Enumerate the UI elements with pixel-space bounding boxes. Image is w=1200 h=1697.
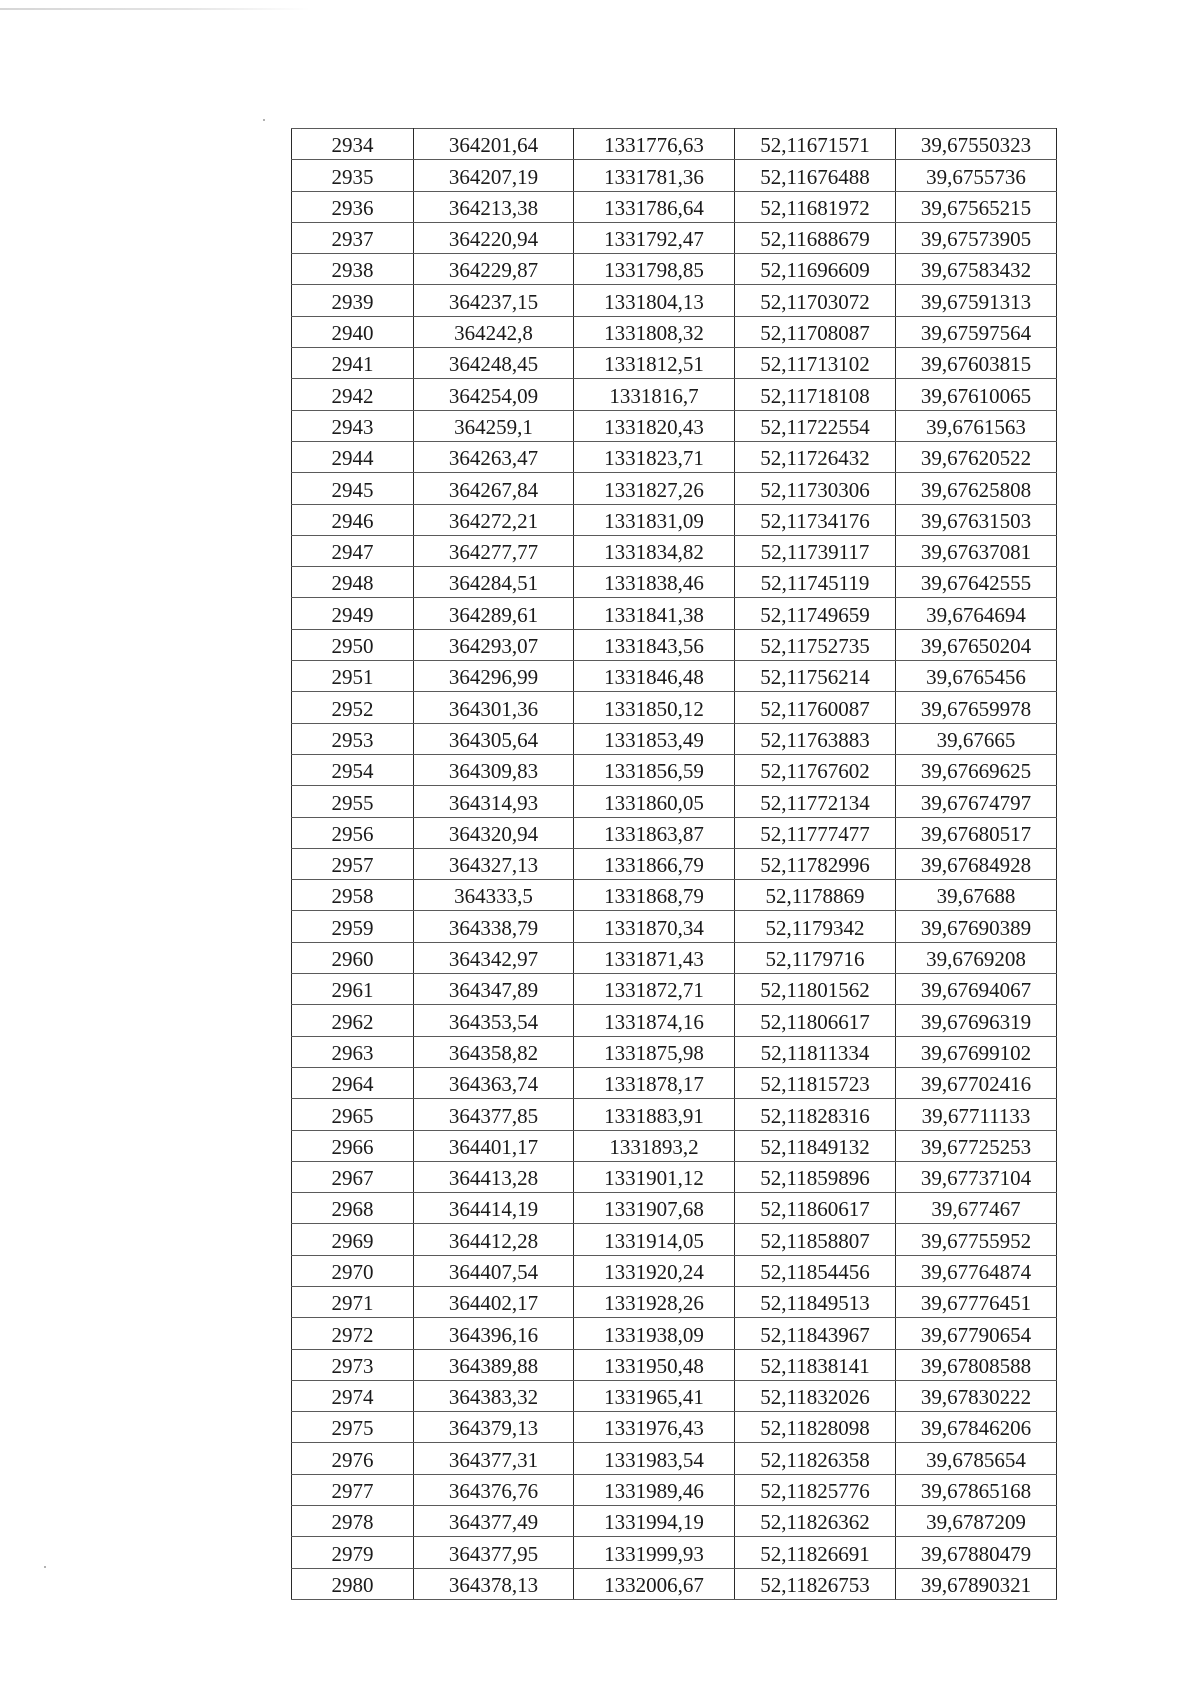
latitude-cell: 52,11713102	[735, 348, 896, 379]
y-coordinate-cell: 1331823,71	[574, 441, 735, 472]
table-row	[292, 160, 1057, 191]
latitude-cell: 52,11726432	[735, 441, 896, 472]
latitude-cell: 52,1179342	[735, 911, 896, 942]
y-coordinate-cell: 1331808,32	[574, 316, 735, 347]
point-number-cell: 2946	[292, 504, 414, 535]
point-number-cell: 2980	[292, 1568, 414, 1599]
y-coordinate-cell: 1331838,46	[574, 567, 735, 598]
y-coordinate-cell: 1331853,49	[574, 723, 735, 754]
longitude-cell: 39,67696319	[896, 1005, 1057, 1036]
x-coordinate-cell: 364358,82	[414, 1036, 574, 1067]
table-row	[292, 1380, 1057, 1411]
y-coordinate-cell: 1331866,79	[574, 848, 735, 879]
x-coordinate-cell: 364376,76	[414, 1474, 574, 1505]
table-row	[292, 285, 1057, 316]
latitude-cell: 52,11777477	[735, 817, 896, 848]
coordinates-table	[291, 128, 1057, 1600]
y-coordinate-cell: 1331843,56	[574, 629, 735, 660]
longitude-cell: 39,67725253	[896, 1130, 1057, 1161]
longitude-cell: 39,67665	[896, 723, 1057, 754]
x-coordinate-cell: 364401,17	[414, 1130, 574, 1161]
latitude-cell: 52,11826362	[735, 1506, 896, 1537]
x-coordinate-cell: 364347,89	[414, 974, 574, 1005]
point-number-cell: 2959	[292, 911, 414, 942]
x-coordinate-cell: 364248,45	[414, 348, 574, 379]
y-coordinate-cell: 1331850,12	[574, 692, 735, 723]
point-number-cell: 2934	[292, 129, 414, 160]
latitude-cell: 52,11859896	[735, 1161, 896, 1192]
y-coordinate-cell: 1331841,38	[574, 598, 735, 629]
latitude-cell: 52,11826753	[735, 1568, 896, 1599]
table-row	[292, 723, 1057, 754]
longitude-cell: 39,67890321	[896, 1568, 1057, 1599]
point-number-cell: 2944	[292, 441, 414, 472]
longitude-cell: 39,6785654	[896, 1443, 1057, 1474]
y-coordinate-cell: 1331920,24	[574, 1255, 735, 1286]
table-row	[292, 1506, 1057, 1537]
table-row	[292, 1349, 1057, 1380]
table-row	[292, 129, 1057, 160]
x-coordinate-cell: 364377,31	[414, 1443, 574, 1474]
point-number-cell: 2937	[292, 222, 414, 253]
longitude-cell: 39,6787209	[896, 1506, 1057, 1537]
y-coordinate-cell: 1331820,43	[574, 410, 735, 441]
y-coordinate-cell: 1331875,98	[574, 1036, 735, 1067]
table-row	[292, 1255, 1057, 1286]
y-coordinate-cell: 1331989,46	[574, 1474, 735, 1505]
x-coordinate-cell: 364267,84	[414, 473, 574, 504]
longitude-cell: 39,67790654	[896, 1318, 1057, 1349]
latitude-cell: 52,11849132	[735, 1130, 896, 1161]
table-row	[292, 1161, 1057, 1192]
point-number-cell: 2960	[292, 942, 414, 973]
latitude-cell: 52,11708087	[735, 316, 896, 347]
latitude-cell: 52,11749659	[735, 598, 896, 629]
x-coordinate-cell: 364383,32	[414, 1380, 574, 1411]
y-coordinate-cell: 1331907,68	[574, 1193, 735, 1224]
longitude-cell: 39,67573905	[896, 222, 1057, 253]
point-number-cell: 2972	[292, 1318, 414, 1349]
latitude-cell: 52,11760087	[735, 692, 896, 723]
x-coordinate-cell: 364363,74	[414, 1067, 574, 1098]
latitude-cell: 52,11703072	[735, 285, 896, 316]
table-row	[292, 1443, 1057, 1474]
x-coordinate-cell: 364396,16	[414, 1318, 574, 1349]
point-number-cell: 2966	[292, 1130, 414, 1161]
longitude-cell: 39,67684928	[896, 848, 1057, 879]
longitude-cell: 39,67650204	[896, 629, 1057, 660]
y-coordinate-cell: 1331950,48	[574, 1349, 735, 1380]
table-row	[292, 1193, 1057, 1224]
latitude-cell: 52,11756214	[735, 661, 896, 692]
x-coordinate-cell: 364220,94	[414, 222, 574, 253]
point-number-cell: 2973	[292, 1349, 414, 1380]
longitude-cell: 39,67880479	[896, 1537, 1057, 1568]
table-row	[292, 504, 1057, 535]
longitude-cell: 39,67702416	[896, 1067, 1057, 1098]
longitude-cell: 39,67565215	[896, 191, 1057, 222]
longitude-cell: 39,6755736	[896, 160, 1057, 191]
latitude-cell: 52,11815723	[735, 1067, 896, 1098]
table-row	[292, 1286, 1057, 1317]
latitude-cell: 52,1179716	[735, 942, 896, 973]
longitude-cell: 39,67642555	[896, 567, 1057, 598]
longitude-cell: 39,67550323	[896, 129, 1057, 160]
y-coordinate-cell: 1331994,19	[574, 1506, 735, 1537]
x-coordinate-cell: 364377,95	[414, 1537, 574, 1568]
latitude-cell: 52,11772134	[735, 786, 896, 817]
table-row	[292, 1036, 1057, 1067]
y-coordinate-cell: 1331860,05	[574, 786, 735, 817]
table-row	[292, 1130, 1057, 1161]
table-row	[292, 473, 1057, 504]
point-number-cell: 2945	[292, 473, 414, 504]
table-row	[292, 316, 1057, 347]
point-number-cell: 2949	[292, 598, 414, 629]
point-number-cell: 2952	[292, 692, 414, 723]
latitude-cell: 52,11854456	[735, 1255, 896, 1286]
point-number-cell: 2943	[292, 410, 414, 441]
latitude-cell: 52,11860617	[735, 1193, 896, 1224]
coordinates-table-body	[292, 129, 1057, 1600]
x-coordinate-cell: 364305,64	[414, 723, 574, 754]
latitude-cell: 52,11696609	[735, 254, 896, 285]
latitude-cell: 52,11838141	[735, 1349, 896, 1380]
point-number-cell: 2940	[292, 316, 414, 347]
x-coordinate-cell: 364296,99	[414, 661, 574, 692]
longitude-cell: 39,67846206	[896, 1412, 1057, 1443]
longitude-cell: 39,67688	[896, 880, 1057, 911]
x-coordinate-cell: 364333,5	[414, 880, 574, 911]
latitude-cell: 52,11811334	[735, 1036, 896, 1067]
y-coordinate-cell: 1331983,54	[574, 1443, 735, 1474]
latitude-cell: 52,11688679	[735, 222, 896, 253]
x-coordinate-cell: 364342,97	[414, 942, 574, 973]
y-coordinate-cell: 1331827,26	[574, 473, 735, 504]
point-number-cell: 2964	[292, 1067, 414, 1098]
table-row	[292, 1067, 1057, 1098]
table-row	[292, 379, 1057, 410]
x-coordinate-cell: 364301,36	[414, 692, 574, 723]
table-row	[292, 1537, 1057, 1568]
point-number-cell: 2979	[292, 1537, 414, 1568]
latitude-cell: 52,11832026	[735, 1380, 896, 1411]
latitude-cell: 52,11828098	[735, 1412, 896, 1443]
y-coordinate-cell: 1331812,51	[574, 348, 735, 379]
latitude-cell: 52,11718108	[735, 379, 896, 410]
longitude-cell: 39,67631503	[896, 504, 1057, 535]
latitude-cell: 52,11745119	[735, 567, 896, 598]
point-number-cell: 2941	[292, 348, 414, 379]
point-number-cell: 2953	[292, 723, 414, 754]
point-number-cell: 2957	[292, 848, 414, 879]
x-coordinate-cell: 364353,54	[414, 1005, 574, 1036]
x-coordinate-cell: 364402,17	[414, 1286, 574, 1317]
y-coordinate-cell: 1331804,13	[574, 285, 735, 316]
table-row	[292, 1005, 1057, 1036]
y-coordinate-cell: 1331776,63	[574, 129, 735, 160]
x-coordinate-cell: 364293,07	[414, 629, 574, 660]
latitude-cell: 52,11730306	[735, 473, 896, 504]
longitude-cell: 39,67830222	[896, 1380, 1057, 1411]
longitude-cell: 39,67755952	[896, 1224, 1057, 1255]
x-coordinate-cell: 364284,51	[414, 567, 574, 598]
longitude-cell: 39,6765456	[896, 661, 1057, 692]
table-row	[292, 1224, 1057, 1255]
x-coordinate-cell: 364254,09	[414, 379, 574, 410]
longitude-cell: 39,67674797	[896, 786, 1057, 817]
point-number-cell: 2965	[292, 1099, 414, 1130]
point-number-cell: 2954	[292, 754, 414, 785]
latitude-cell: 52,11843967	[735, 1318, 896, 1349]
table-row	[292, 754, 1057, 785]
table-row	[292, 629, 1057, 660]
y-coordinate-cell: 1331883,91	[574, 1099, 735, 1130]
latitude-cell: 52,11826691	[735, 1537, 896, 1568]
y-coordinate-cell: 1331999,93	[574, 1537, 735, 1568]
y-coordinate-cell: 1331798,85	[574, 254, 735, 285]
table-row	[292, 191, 1057, 222]
longitude-cell: 39,6769208	[896, 942, 1057, 973]
x-coordinate-cell: 364237,15	[414, 285, 574, 316]
y-coordinate-cell: 1331901,12	[574, 1161, 735, 1192]
longitude-cell: 39,67625808	[896, 473, 1057, 504]
longitude-cell: 39,677467	[896, 1193, 1057, 1224]
table-row	[292, 880, 1057, 911]
table-row	[292, 911, 1057, 942]
y-coordinate-cell: 1331914,05	[574, 1224, 735, 1255]
y-coordinate-cell: 1331834,82	[574, 535, 735, 566]
longitude-cell: 39,67669625	[896, 754, 1057, 785]
longitude-cell: 39,67764874	[896, 1255, 1057, 1286]
table-row	[292, 1412, 1057, 1443]
point-number-cell: 2955	[292, 786, 414, 817]
latitude-cell: 52,11767602	[735, 754, 896, 785]
x-coordinate-cell: 364379,13	[414, 1412, 574, 1443]
point-number-cell: 2948	[292, 567, 414, 598]
point-number-cell: 2961	[292, 974, 414, 1005]
x-coordinate-cell: 364412,28	[414, 1224, 574, 1255]
table-row	[292, 661, 1057, 692]
longitude-cell: 39,67620522	[896, 441, 1057, 472]
y-coordinate-cell: 1331976,43	[574, 1412, 735, 1443]
point-number-cell: 2936	[292, 191, 414, 222]
x-coordinate-cell: 364259,1	[414, 410, 574, 441]
latitude-cell: 52,11826358	[735, 1443, 896, 1474]
latitude-cell: 52,11676488	[735, 160, 896, 191]
latitude-cell: 52,11763883	[735, 723, 896, 754]
table-row	[292, 535, 1057, 566]
point-number-cell: 2958	[292, 880, 414, 911]
x-coordinate-cell: 364277,77	[414, 535, 574, 566]
latitude-cell: 52,11722554	[735, 410, 896, 441]
point-number-cell: 2962	[292, 1005, 414, 1036]
longitude-cell: 39,67680517	[896, 817, 1057, 848]
table-row	[292, 848, 1057, 879]
longitude-cell: 39,67690389	[896, 911, 1057, 942]
table-row	[292, 1474, 1057, 1505]
y-coordinate-cell: 1331928,26	[574, 1286, 735, 1317]
x-coordinate-cell: 364207,19	[414, 160, 574, 191]
table-row	[292, 598, 1057, 629]
y-coordinate-cell: 1331878,17	[574, 1067, 735, 1098]
point-number-cell: 2970	[292, 1255, 414, 1286]
y-coordinate-cell: 1331965,41	[574, 1380, 735, 1411]
x-coordinate-cell: 364378,13	[414, 1568, 574, 1599]
y-coordinate-cell: 1331870,34	[574, 911, 735, 942]
point-number-cell: 2976	[292, 1443, 414, 1474]
longitude-cell: 39,67583432	[896, 254, 1057, 285]
point-number-cell: 2969	[292, 1224, 414, 1255]
y-coordinate-cell: 1331831,09	[574, 504, 735, 535]
longitude-cell: 39,67603815	[896, 348, 1057, 379]
x-coordinate-cell: 364389,88	[414, 1349, 574, 1380]
y-coordinate-cell: 1331856,59	[574, 754, 735, 785]
x-coordinate-cell: 364327,13	[414, 848, 574, 879]
y-coordinate-cell: 1331792,47	[574, 222, 735, 253]
point-number-cell: 2971	[292, 1286, 414, 1317]
longitude-cell: 39,67591313	[896, 285, 1057, 316]
x-coordinate-cell: 364272,21	[414, 504, 574, 535]
point-number-cell: 2942	[292, 379, 414, 410]
point-number-cell: 2963	[292, 1036, 414, 1067]
y-coordinate-cell: 1331816,7	[574, 379, 735, 410]
x-coordinate-cell: 364263,47	[414, 441, 574, 472]
y-coordinate-cell: 1331863,87	[574, 817, 735, 848]
x-coordinate-cell: 364314,93	[414, 786, 574, 817]
latitude-cell: 52,11671571	[735, 129, 896, 160]
point-number-cell: 2947	[292, 535, 414, 566]
longitude-cell: 39,67659978	[896, 692, 1057, 723]
table-row	[292, 974, 1057, 1005]
y-coordinate-cell: 1331781,36	[574, 160, 735, 191]
point-number-cell: 2977	[292, 1474, 414, 1505]
longitude-cell: 39,67694067	[896, 974, 1057, 1005]
table-row	[292, 410, 1057, 441]
y-coordinate-cell: 1332006,67	[574, 1568, 735, 1599]
longitude-cell: 39,67808588	[896, 1349, 1057, 1380]
longitude-cell: 39,67610065	[896, 379, 1057, 410]
scan-speck	[44, 1566, 46, 1568]
y-coordinate-cell: 1331868,79	[574, 880, 735, 911]
x-coordinate-cell: 364377,49	[414, 1506, 574, 1537]
latitude-cell: 52,11801562	[735, 974, 896, 1005]
scan-speck	[263, 119, 265, 121]
point-number-cell: 2938	[292, 254, 414, 285]
point-number-cell: 2967	[292, 1161, 414, 1192]
longitude-cell: 39,6761563	[896, 410, 1057, 441]
longitude-cell: 39,67637081	[896, 535, 1057, 566]
y-coordinate-cell: 1331846,48	[574, 661, 735, 692]
y-coordinate-cell: 1331874,16	[574, 1005, 735, 1036]
x-coordinate-cell: 364229,87	[414, 254, 574, 285]
longitude-cell: 39,67699102	[896, 1036, 1057, 1067]
point-number-cell: 2951	[292, 661, 414, 692]
y-coordinate-cell: 1331786,64	[574, 191, 735, 222]
y-coordinate-cell: 1331871,43	[574, 942, 735, 973]
y-coordinate-cell: 1331938,09	[574, 1318, 735, 1349]
x-coordinate-cell: 364320,94	[414, 817, 574, 848]
longitude-cell: 39,6764694	[896, 598, 1057, 629]
x-coordinate-cell: 364414,19	[414, 1193, 574, 1224]
longitude-cell: 39,67776451	[896, 1286, 1057, 1317]
latitude-cell: 52,11806617	[735, 1005, 896, 1036]
point-number-cell: 2978	[292, 1506, 414, 1537]
x-coordinate-cell: 364413,28	[414, 1161, 574, 1192]
latitude-cell: 52,11739117	[735, 535, 896, 566]
x-coordinate-cell: 364242,8	[414, 316, 574, 347]
table-row	[292, 692, 1057, 723]
longitude-cell: 39,67711133	[896, 1099, 1057, 1130]
point-number-cell: 2950	[292, 629, 414, 660]
table-row	[292, 567, 1057, 598]
x-coordinate-cell: 364338,79	[414, 911, 574, 942]
x-coordinate-cell: 364377,85	[414, 1099, 574, 1130]
latitude-cell: 52,1178869	[735, 880, 896, 911]
table-row	[292, 1099, 1057, 1130]
table-row	[292, 348, 1057, 379]
table-row	[292, 817, 1057, 848]
point-number-cell: 2956	[292, 817, 414, 848]
latitude-cell: 52,11825776	[735, 1474, 896, 1505]
longitude-cell: 39,67597564	[896, 316, 1057, 347]
point-number-cell: 2939	[292, 285, 414, 316]
y-coordinate-cell: 1331893,2	[574, 1130, 735, 1161]
latitude-cell: 52,11858807	[735, 1224, 896, 1255]
point-number-cell: 2935	[292, 160, 414, 191]
longitude-cell: 39,67737104	[896, 1161, 1057, 1192]
latitude-cell: 52,11752735	[735, 629, 896, 660]
point-number-cell: 2974	[292, 1380, 414, 1411]
x-coordinate-cell: 364407,54	[414, 1255, 574, 1286]
table-row	[292, 1318, 1057, 1349]
latitude-cell: 52,11681972	[735, 191, 896, 222]
latitude-cell: 52,11849513	[735, 1286, 896, 1317]
table-row	[292, 942, 1057, 973]
latitude-cell: 52,11828316	[735, 1099, 896, 1130]
y-coordinate-cell: 1331872,71	[574, 974, 735, 1005]
longitude-cell: 39,67865168	[896, 1474, 1057, 1505]
x-coordinate-cell: 364201,64	[414, 129, 574, 160]
table-row	[292, 1568, 1057, 1599]
scan-artifact-streak	[0, 8, 310, 10]
x-coordinate-cell: 364289,61	[414, 598, 574, 629]
point-number-cell: 2968	[292, 1193, 414, 1224]
table-row	[292, 222, 1057, 253]
point-number-cell: 2975	[292, 1412, 414, 1443]
x-coordinate-cell: 364213,38	[414, 191, 574, 222]
x-coordinate-cell: 364309,83	[414, 754, 574, 785]
latitude-cell: 52,11782996	[735, 848, 896, 879]
table-row	[292, 441, 1057, 472]
table-row	[292, 786, 1057, 817]
table-row	[292, 254, 1057, 285]
latitude-cell: 52,11734176	[735, 504, 896, 535]
